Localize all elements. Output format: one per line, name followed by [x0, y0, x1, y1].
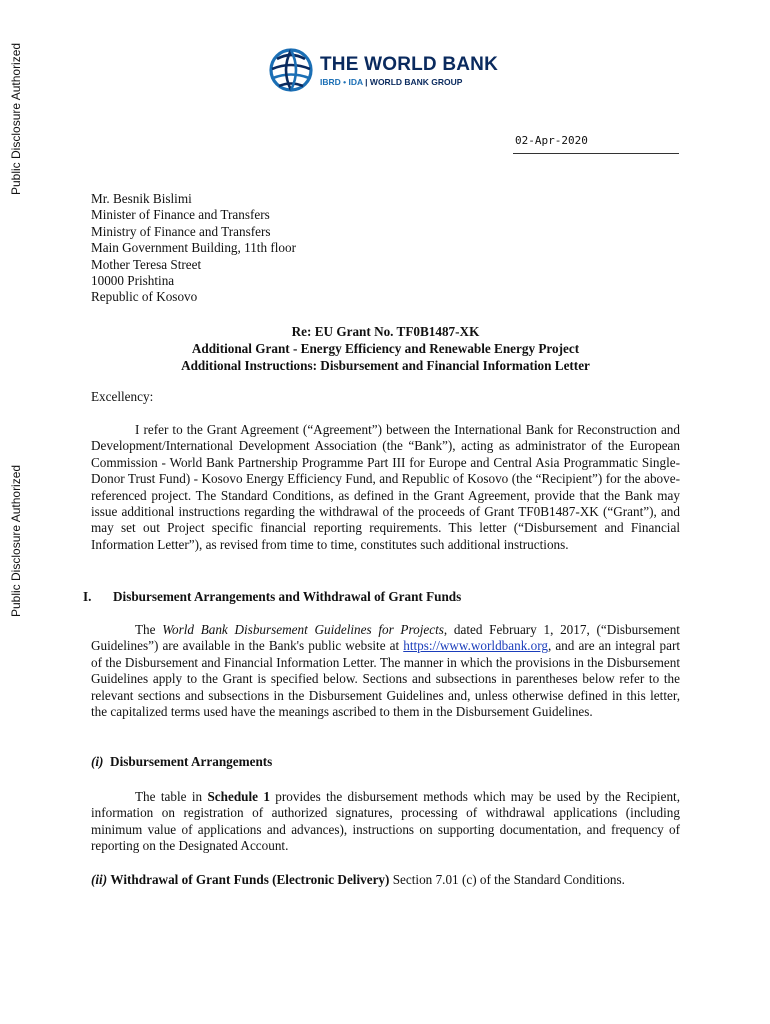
globe-icon: [268, 47, 314, 93]
subject-line: Additional Instructions: Disbursement and Financial Information Letter: [181, 358, 590, 373]
logo-title: THE WORLD BANK: [320, 53, 499, 75]
world-bank-logo: [268, 45, 508, 95]
address-line: 10000 Prishtina: [91, 273, 175, 289]
public-disclosure-label-top: Public Disclosure Authorized: [9, 42, 23, 195]
subject-line: Re: EU Grant No. TF0B1487-XK: [291, 324, 480, 339]
logo-subtitle: IBRD • IDA | WORLD BANK GROUP: [320, 76, 463, 87]
subsection-heading-disbursement: (i) Disbursement Arrangements: [91, 754, 273, 769]
address-line: Mr. Besnik Bislimi: [91, 191, 192, 206]
address-line: Minister of Finance and Transfers: [91, 207, 270, 223]
date-underline: [513, 153, 679, 154]
salutation: Excellency:: [91, 389, 154, 404]
section-heading: Disbursement Arrangements and Withdrawal of Grant Funds: [113, 589, 462, 604]
address-line: Main Government Building, 11th floor: [91, 240, 296, 256]
subsection-heading-withdrawal: (ii) Withdrawal of Grant Funds (Electronic Delivery) Section 7.01 (c) of the Standard Conditions.: [91, 872, 625, 887]
section-number: I.: [83, 589, 92, 604]
subject-line: Additional Grant - Energy Efficiency and Renewable Energy Project: [191, 341, 580, 356]
intro-paragraph: I refer to the Grant Agreement (“Agreement”) between the International Bank for Reconstruction and Development/International Development Association (the “Bank”), acting as administrator of the European Commission - World Bank Partnership Programme Part III for Europe and Central Asia Programmatic Single-Donor Trust Fund) - Kosovo Energy Efficiency Fund, and Republic of Kosovo (the “Recipient”) for the above-referenced project. The Standard Conditions, as defined in the Grant Agreement, provide that the Bank may issue additional instructions regarding the withdrawal of the proceeds of Grant TF0B1487-XK (“Grant”), and may set out Project specific financial reporting requirements. This letter (“Disbursement and Financial Information Letter”), as revised from time to time, constitutes such additional instructions.: [91, 422, 680, 552]
guidelines-paragraph: The World Bank Disbursement Guidelines for Projects, dated February 1, 2017, (“Disbursement Guidelines”) are available in the Bank's public website at https://www.worldbank.org, and are an integral part of the Disbursement and Financial Information Letter. The manner in which the provisions in the Disbursement Guidelines apply to the Grant is specified below. Sections and subsections in parentheses below refer to the relevant sections and subsections in the Disbursement Guidelines and, unless otherwise defined in this letter, the capitalized terms used have the meanings ascribed to them in the Disbursement Guidelines.: [91, 622, 681, 720]
recipient-address: [91, 191, 296, 306]
subject-block: [91, 323, 680, 374]
letter-date: 02-Apr-2020: [515, 134, 588, 147]
public-disclosure-label-middle: Public Disclosure Authorized: [9, 464, 23, 617]
address-line: Mother Teresa Street: [91, 256, 202, 272]
address-line: Republic of Kosovo: [91, 289, 198, 305]
worldbank-link[interactable]: https://www.worldbank.org: [403, 638, 548, 654]
address-line: Ministry of Finance and Transfers: [91, 223, 271, 239]
disbursement-paragraph: The table in Schedule 1 provides the disbursement methods which may be used by the Recipient, information on registration of authorized signatures, processing of withdrawal applications (including minimum value of applications and advances), instructions on supporting documentation, and frequency of reporting on the Designated Account.: [91, 789, 681, 854]
